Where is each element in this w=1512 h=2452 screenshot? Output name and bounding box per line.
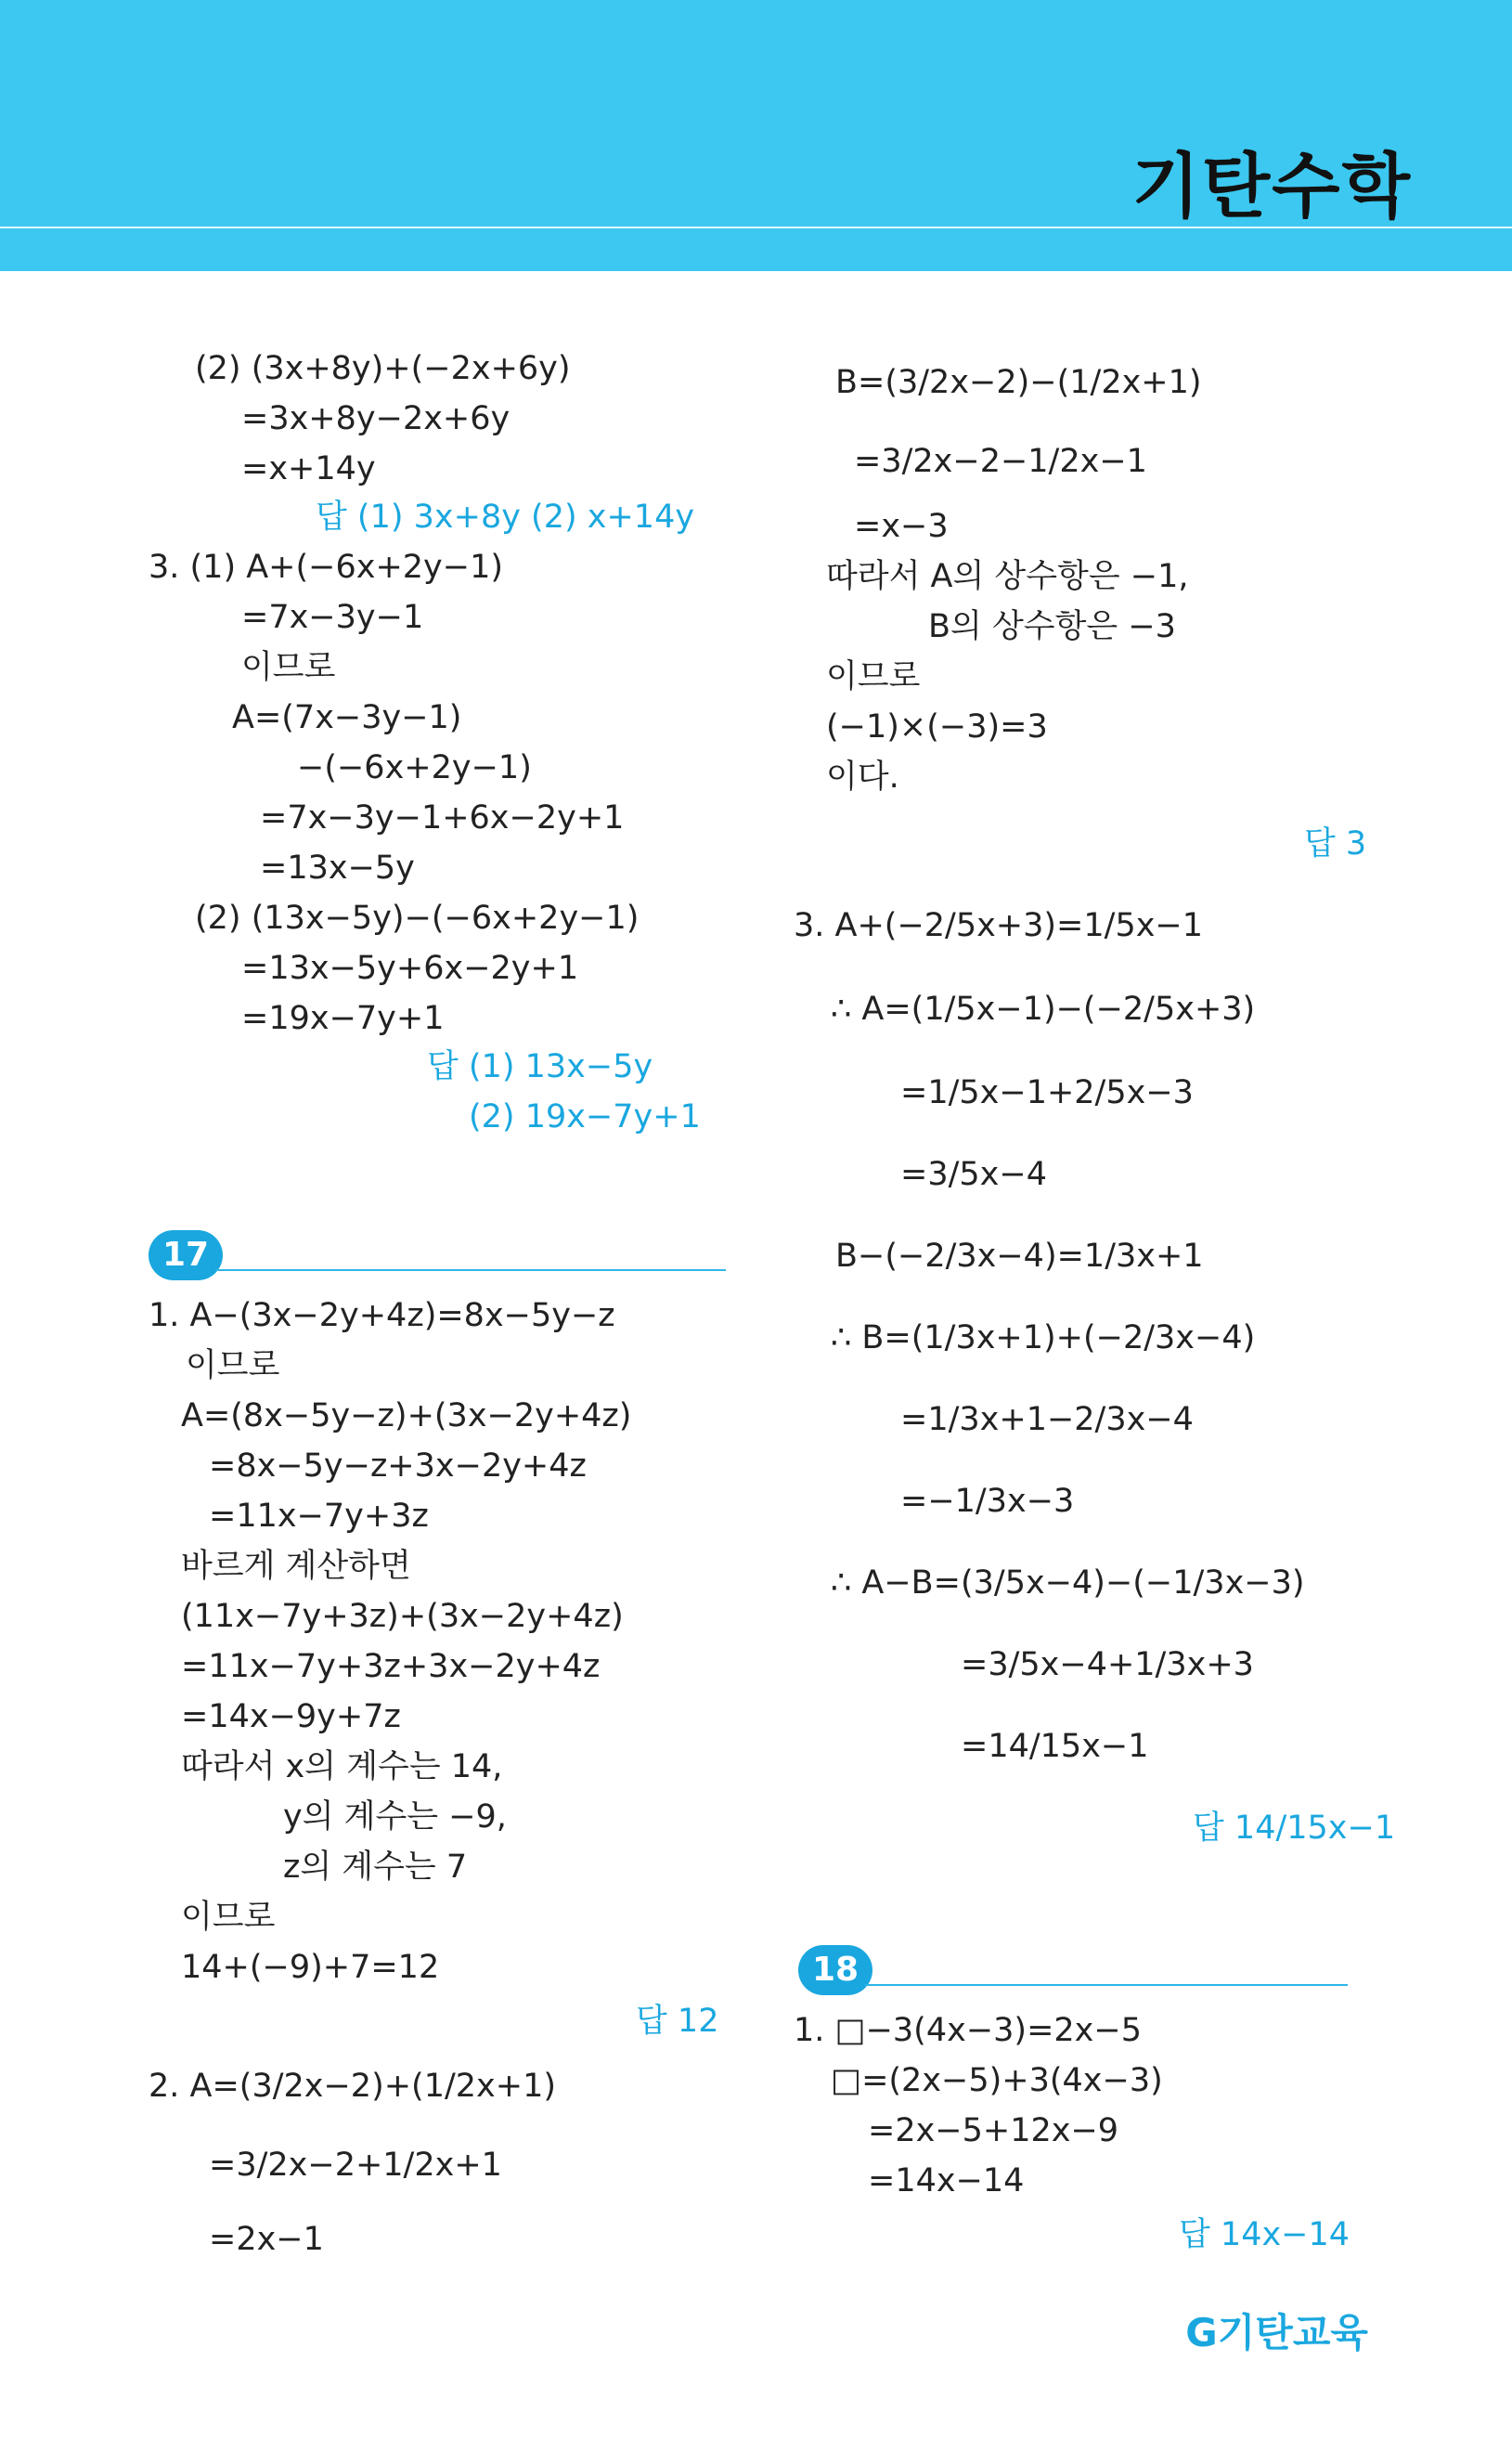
- section-badge: 17: [149, 1230, 223, 1280]
- math-line: =3/5x−4: [900, 1156, 1047, 1193]
- math-line: =x−3: [854, 508, 949, 545]
- math-line: A=(7x−3y−1): [232, 699, 462, 736]
- math-line: =2x−5+12x−9: [868, 2112, 1119, 2149]
- math-line: =7x−3y−1+6x−2y+1: [260, 799, 625, 837]
- math-line: =11x−7y+3z: [209, 1498, 429, 1535]
- math-line: ∴ A=(1/5x−1)−(−2/5x+3): [831, 991, 1256, 1028]
- text-line: 이다.: [826, 759, 899, 796]
- math-line: =14x−14: [868, 2162, 1025, 2199]
- math-line: =8x−5y−z+3x−2y+4z: [209, 1447, 587, 1485]
- math-line: =1/3x+1−2/3x−4: [900, 1401, 1194, 1438]
- math-line: =3x+8y−2x+6y: [241, 400, 510, 437]
- math-line: =7x−3y−1: [241, 599, 424, 636]
- section-badge: 18: [798, 1945, 872, 1995]
- math-line: B−(−2/3x−4)=1/3x+1: [835, 1238, 1204, 1275]
- section-17: [149, 1230, 724, 1280]
- math-line: −(−6x+2y−1): [297, 749, 532, 786]
- math-line: =3/2x−2+1/2x+1: [209, 2147, 502, 2184]
- math-line: =1/5x−1+2/5x−3: [900, 1074, 1194, 1111]
- text-line: 이므로: [826, 658, 921, 695]
- math-line: (−1)×(−3)=3: [826, 708, 1048, 746]
- answer-line: 답 14x−14: [1179, 2216, 1350, 2253]
- answer-line: (2) 19x−7y+1: [469, 1098, 701, 1135]
- problem-line: 2. A=(3/2x−2)+(1/2x+1): [149, 2068, 557, 2105]
- math-line: (2) (13x−5y)−(−6x+2y−1): [195, 900, 640, 937]
- math-line: =13x−5y: [260, 850, 415, 887]
- math-line: ∴ A−B=(3/5x−4)−(−1/3x−3): [831, 1564, 1305, 1602]
- text-line: y의 계수는 −9,: [283, 1798, 507, 1836]
- math-line: =3/2x−2−1/2x−1: [854, 443, 1147, 480]
- math-line: =x+14y: [241, 450, 376, 487]
- problem-line: 3. A+(−2/5x+3)=1/5x−1: [794, 907, 1204, 944]
- math-line: =14/15x−1: [961, 1728, 1149, 1765]
- answer-line: 답 12: [636, 2003, 719, 2040]
- text-line: z의 계수는 7: [283, 1849, 468, 1886]
- text-line: 바르게 계산하면: [181, 1548, 411, 1585]
- problem-line: 1. □−3(4x−3)=2x−5: [794, 2012, 1142, 2049]
- section-rule: [215, 1269, 726, 1271]
- math-line: =3/5x−4+1/3x+3: [961, 1646, 1254, 1683]
- publisher-logo: G기탄교육: [1185, 2310, 1368, 2355]
- math-line: 14+(−9)+7=12: [181, 1949, 440, 1986]
- section-rule: [865, 1984, 1348, 1986]
- text-line: 이므로: [186, 1347, 280, 1384]
- math-line: A=(8x−5y−z)+(3x−2y+4z): [181, 1397, 632, 1434]
- text-line: B의 상수항은 −3: [928, 608, 1176, 645]
- answer-line: 답 14/15x−1: [1193, 1810, 1396, 1847]
- section-18: [798, 1945, 1374, 1995]
- math-line: ∴ B=(1/3x+1)+(−2/3x−4): [831, 1319, 1256, 1356]
- text-line: 따라서 x의 계수는 14,: [181, 1748, 503, 1785]
- answer-line: 답 3: [1304, 825, 1367, 863]
- math-line: (2) (3x+8y)+(−2x+6y): [195, 350, 571, 387]
- answer-line: 답 (1) 3x+8y (2) x+14y: [316, 499, 695, 536]
- math-line: =13x−5y+6x−2y+1: [241, 950, 579, 987]
- math-line: □=(2x−5)+3(4x−3): [831, 2062, 1163, 2099]
- text-line: 따라서 A의 상수항은 −1,: [826, 558, 1189, 595]
- problem-line: 1. A−(3x−2y+4z)=8x−5y−z: [149, 1297, 615, 1334]
- problem-line: 3. (1) A+(−6x+2y−1): [149, 549, 504, 586]
- math-line: B=(3/2x−2)−(1/2x+1): [835, 364, 1202, 401]
- math-line: =11x−7y+3z+3x−2y+4z: [181, 1648, 601, 1685]
- answer-line: 답 (1) 13x−5y: [427, 1048, 653, 1085]
- text-line: 이므로: [241, 649, 336, 686]
- math-line: (11x−7y+3z)+(3x−2y+4z): [181, 1598, 624, 1635]
- math-line: =14x−9y+7z: [181, 1698, 401, 1735]
- text-line: 이므로: [181, 1899, 276, 1936]
- math-line: =19x−7y+1: [241, 1000, 445, 1037]
- math-line: =−1/3x−3: [900, 1483, 1075, 1520]
- math-line: =2x−1: [209, 2221, 324, 2258]
- brand-logo: 기탄수학: [1131, 145, 1412, 227]
